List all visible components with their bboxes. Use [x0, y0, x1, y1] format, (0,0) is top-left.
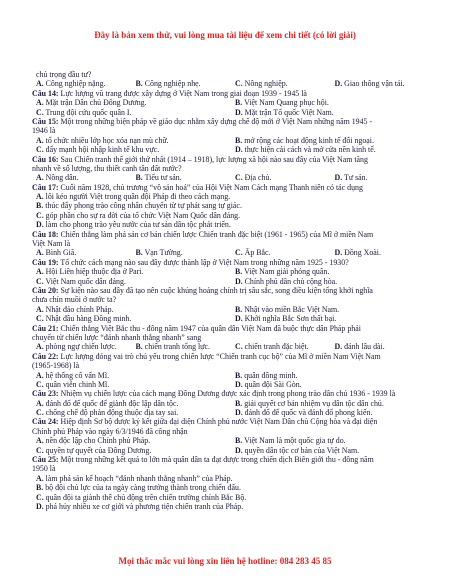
option-text: Chính phủ dân chủ cộng hòa.	[244, 276, 338, 286]
option-text: Giao thông vận tải.	[344, 79, 405, 89]
question-line	[32, 126, 434, 135]
option-text: làm phá sản kế hoạch “đánh nhanh thắng nhanh” của Pháp.	[45, 473, 233, 483]
answer-option	[36, 248, 136, 257]
answer-option	[36, 446, 235, 455]
answer-option	[36, 267, 235, 276]
answer-option	[235, 436, 434, 445]
question-line	[32, 286, 434, 295]
answer-option	[32, 502, 434, 511]
option-text: thúc đẩy phong trào công nhân chuyển từ tự phát sang tự giác.	[45, 201, 242, 211]
option-letter: A.	[36, 342, 44, 352]
option-letter: B.	[235, 135, 243, 145]
option-letter: A.	[36, 192, 44, 202]
answer-option	[32, 192, 434, 201]
question-text: Chiến thắng làm phá sản cơ bản chiến lược Chiến tranh đặc biệt (1961 - 1965) của Mĩ ở miền Nam	[60, 229, 374, 239]
option-letter: C.	[235, 342, 243, 352]
question-text: Một trong những biện pháp về giáo dục nhằm xây dựng chế độ mới ở Việt Nam những năm 1945 -	[60, 116, 373, 126]
option-letter: A.	[36, 248, 44, 258]
question-text: Chính phủ Pháp vào ngày 6/3/1946 đã công nhận	[32, 426, 188, 436]
option-letter: D.	[235, 107, 243, 117]
answer-option	[235, 136, 434, 145]
question-line	[32, 361, 434, 370]
option-letter: A.	[36, 135, 44, 145]
answer-option	[36, 342, 136, 351]
option-text: Tiểu tư sản.	[144, 173, 182, 183]
answer-option	[235, 108, 434, 117]
answer-option	[235, 98, 434, 107]
option-text: Việt Nam là một quốc gia tự do.	[244, 436, 346, 446]
option-letter: C.	[36, 492, 44, 502]
option-text: đánh đổ đế quốc để giành độc lập dân tộc.	[45, 398, 179, 408]
answer-option	[36, 399, 235, 408]
answer-option	[335, 248, 435, 257]
answer-options-row	[32, 399, 434, 408]
option-letter: C.	[36, 276, 44, 286]
option-letter: A.	[36, 267, 44, 277]
option-letter: B.	[135, 248, 143, 258]
question-text: nhanh về số lượng, thu thiết canh tân đất nước?	[32, 163, 182, 173]
question-continuation: chủ trọng đầu tư?	[36, 70, 92, 79]
question-text: Lực lượng đóng vai trò chủ yếu trong chiến lược “Chiến tranh cục bộ” của Mĩ ở miền Nam Việt Nam	[60, 351, 381, 361]
answer-options-row	[32, 436, 434, 445]
question-line	[32, 89, 434, 98]
question-number: Câu 17:	[32, 182, 59, 192]
question-text: Tổ chức cách mạng nào sau đây được thành lập ở Việt Nam trong những năm 1925 - 1930?	[60, 257, 349, 267]
answer-options-row	[32, 342, 434, 351]
option-text: Trung đội cứu quốc quân I.	[45, 107, 132, 117]
option-text: Nông dân.	[45, 173, 79, 183]
option-text: nền độc lập cho Chính phủ Pháp.	[45, 436, 151, 446]
question-line	[32, 417, 434, 426]
question-line	[32, 352, 434, 361]
question-line	[32, 295, 434, 304]
option-letter: C.	[36, 210, 44, 220]
question-line	[32, 258, 434, 267]
answer-option	[32, 483, 434, 492]
option-letter: C.	[36, 408, 44, 418]
answer-options-row	[32, 305, 434, 314]
option-text: thực hiện cải cách và mở cửa nền kinh tế.	[244, 145, 376, 155]
answer-option	[36, 380, 235, 389]
question-text: chưa chín muồi ở nước ta?	[32, 295, 117, 305]
hotline-footer: Mọi thắc mắc vui lòng xin liên hệ hotline: 084 283 45 85	[118, 556, 332, 566]
option-letter: B.	[235, 98, 243, 108]
option-letter: C.	[36, 379, 44, 389]
exam-document	[32, 70, 434, 511]
question-line	[32, 183, 434, 192]
answer-option	[235, 145, 434, 154]
option-text: Việt Nam giải phóng quân.	[244, 267, 330, 277]
option-letter: C.	[235, 79, 243, 89]
answer-options-row	[32, 248, 434, 257]
option-letter: D.	[235, 314, 243, 324]
option-text: quân đội Sài Gòn.	[244, 379, 302, 389]
question-text: (1965-1968) là	[32, 361, 80, 371]
answer-options-row	[32, 173, 434, 182]
answer-option	[235, 380, 434, 389]
option-letter: C.	[36, 445, 44, 455]
answer-option	[136, 248, 236, 257]
option-text: Hội Liên hiệp thuộc địa ở Pari.	[45, 267, 144, 277]
option-letter: A.	[36, 398, 44, 408]
option-letter: A.	[36, 370, 44, 380]
option-text: Tư sản.	[344, 173, 368, 183]
option-text: mở rộng các hoạt động kinh tế đối ngoại.	[244, 135, 374, 145]
answer-options-row	[32, 108, 434, 117]
answer-option	[136, 79, 236, 88]
question-number: Câu 24:	[32, 417, 59, 427]
answer-option	[36, 136, 235, 145]
option-text: Nhật vào miền Bắc Việt Nam.	[244, 304, 340, 314]
option-letter: C.	[36, 107, 44, 117]
preview-notice-banner: Đây là bản xem thử, vui lòng mua tài liệu để xem chi tiết (có lời giải)	[94, 30, 356, 40]
question-line	[32, 117, 434, 126]
option-text: Khởi nghĩa Bắc Sơn thất bại.	[244, 314, 337, 324]
question-number: Câu 20:	[32, 285, 59, 295]
option-text: chiến tranh đặc biệt.	[244, 342, 309, 352]
answer-option	[32, 220, 434, 229]
question-line	[32, 155, 434, 164]
option-text: đẩy mạnh hội nhập kinh tế khu vực.	[45, 145, 160, 155]
answer-option	[235, 248, 335, 257]
option-text: đánh lâu dài.	[344, 342, 385, 352]
answer-option	[36, 314, 235, 323]
question-number: Câu 21:	[32, 323, 59, 333]
option-letter: A.	[36, 173, 44, 183]
option-text: chống chế độ phản động thuộc địa tay sai.	[45, 408, 179, 418]
answer-options-row	[32, 371, 434, 380]
option-text: Vạn Tường.	[144, 248, 183, 258]
answer-option	[335, 342, 435, 351]
answer-option	[36, 145, 235, 154]
option-text: quân đội ta giành thế chủ động trên chiến trường chính Bắc Bộ.	[45, 492, 247, 502]
question-number: Câu 25:	[32, 455, 59, 465]
option-letter: B.	[36, 483, 44, 493]
option-text: quyền dân tộc cơ bản của Việt Nam.	[244, 445, 360, 455]
option-text: giải quyết cơ bản nhiệm vụ dân tộc dân chủ.	[244, 398, 384, 408]
question-text: Một trong những kết quả to lớn mà quân dân ta đạt được trong chiến dịch Biên giới thu - đông năm	[60, 455, 374, 465]
option-text: Mặt trận Dân chủ Đông Dương.	[45, 98, 147, 108]
answer-option	[235, 342, 335, 351]
answer-options-row	[32, 267, 434, 276]
option-letter: A.	[36, 98, 44, 108]
option-text: quân đồng minh.	[244, 370, 298, 380]
answer-option	[335, 79, 435, 88]
option-text: hệ thống cố vấn Mĩ.	[45, 370, 109, 380]
option-letter: B.	[135, 173, 143, 183]
option-text: phòng ngự chiến lược.	[45, 342, 117, 352]
answer-options-row	[32, 408, 434, 417]
answer-option	[235, 79, 335, 88]
question-line	[32, 455, 434, 464]
option-text: chiến tranh tổng lực.	[144, 342, 210, 352]
option-letter: A.	[36, 473, 44, 483]
option-text: tổ chức nhiều lớp học xóa nạn mù chữ.	[45, 135, 169, 145]
answer-option	[32, 211, 434, 220]
answer-option	[36, 305, 235, 314]
option-text: Nông nghiệp.	[244, 79, 288, 89]
question-text: Chiến thắng Việt Bắc thu - đông năm 1947 của quân dân Việt Nam đã buộc thực dân Pháp phải	[60, 323, 361, 333]
answer-options-row	[32, 277, 434, 286]
option-text: Công nghiệp nhẹ.	[144, 79, 201, 89]
question-text: Lực lượng vũ trang được xây dựng ở Việt Nam trong giai đoạn 1939 - 1945 là	[60, 88, 307, 98]
answer-option	[235, 314, 434, 323]
question-text: Sự kiện nào sau đây đã tạo nên cuộc khủng hoảng chính trị sâu sắc, song điều kiện tổng khởi nghĩa	[60, 285, 373, 295]
option-letter: B.	[235, 436, 243, 446]
option-letter: C.	[36, 145, 44, 155]
option-letter: B.	[235, 304, 243, 314]
option-text: Mặt trận Tổ quốc Việt Nam.	[244, 107, 334, 117]
option-text: phá hủy nhiều xe cơ giới và phương tiện chiến tranh của Pháp.	[45, 501, 244, 511]
option-letter: C.	[36, 314, 44, 324]
answer-option	[235, 371, 434, 380]
option-text: Nhật đảo chính Pháp.	[45, 304, 114, 314]
option-text: bộ đội chủ lực của ta ngày càng trưởng thành trong chiến đấu.	[45, 483, 241, 493]
question-number: Câu 18:	[32, 229, 59, 239]
answer-option	[136, 342, 236, 351]
question-text: 1950 là	[32, 464, 56, 474]
option-text: Nhật đầu hàng Đồng minh.	[45, 314, 132, 324]
option-letter: D.	[235, 445, 243, 455]
option-letter: D.	[235, 379, 243, 389]
answer-option	[36, 277, 235, 286]
question-number: Câu 23:	[32, 389, 59, 399]
option-letter: C.	[235, 248, 243, 258]
answer-option	[36, 108, 235, 117]
answer-option	[235, 399, 434, 408]
answer-option	[335, 173, 435, 182]
question-line	[32, 464, 434, 473]
option-letter: A.	[36, 436, 44, 446]
option-text: quyền tự quyết của Đông Dương.	[45, 445, 152, 455]
option-text: Đồng Xoài.	[344, 248, 381, 258]
answer-option	[235, 173, 335, 182]
option-letter: D.	[334, 79, 343, 89]
question-text: 1946 là	[32, 126, 56, 136]
answer-option	[36, 98, 235, 107]
option-text: đánh đổ đế quốc và đánh đổ phong kiến.	[244, 408, 373, 418]
answer-option	[235, 267, 434, 276]
answer-option	[36, 436, 235, 445]
option-letter: A.	[36, 79, 44, 89]
answer-option	[235, 408, 434, 417]
option-letter: D.	[36, 220, 44, 230]
option-letter: D.	[334, 342, 343, 352]
option-letter: D.	[235, 276, 243, 286]
question-line	[32, 427, 434, 436]
option-text: Việt Nam Quang phục hội.	[244, 98, 329, 108]
question-text: Cuối năm 1928, chủ trương “vô sản hoá” của Hội Việt Nam Cách mạng Thanh niên có tác dụng	[60, 182, 363, 192]
question-text: Nhiệm vụ chiến lược của cách mạng Đông Dương được xác định trong phong trào dân chủ 1936 - 1939 là	[60, 389, 396, 399]
option-letter: D.	[235, 145, 243, 155]
answer-option	[36, 408, 235, 417]
answer-options-row	[32, 380, 434, 389]
option-letter: B.	[36, 201, 44, 211]
question-text: Hiệp định Sơ bộ được ký kết giữa đại diện Chính phủ nước Việt Nam Dân chủ Cộng hòa và đại diện	[60, 417, 378, 427]
option-text: làm cho phong trào yêu nước của tư sản dân tộc phát triển.	[45, 220, 231, 230]
option-letter: B.	[235, 398, 243, 408]
question-text: Việt Nam là	[32, 239, 71, 249]
answer-option	[235, 446, 434, 455]
option-letter: B.	[135, 342, 143, 352]
option-letter: B.	[135, 79, 143, 89]
option-text: Ấp Bắc.	[244, 248, 271, 258]
question-number: Câu 22:	[32, 351, 59, 361]
question-number: Câu 19:	[32, 257, 59, 267]
option-letter: D.	[334, 173, 343, 183]
answer-option	[32, 493, 434, 502]
answer-option	[235, 277, 434, 286]
question-line	[32, 389, 434, 398]
option-letter: A.	[36, 304, 44, 314]
option-text: Địa chủ.	[244, 173, 272, 183]
option-text: Công nghiệp nặng.	[45, 79, 106, 89]
option-text: Bình Giã.	[45, 248, 77, 258]
answer-options-row	[32, 314, 434, 323]
answer-option	[235, 305, 434, 314]
option-text: Việt Nam quốc dân đảng.	[45, 276, 126, 286]
question-line	[32, 324, 434, 333]
option-letter: C.	[235, 173, 243, 183]
answer-options-row	[32, 145, 434, 154]
answer-option	[32, 474, 434, 483]
option-text: lôi kéo người Việt trong quân đội Pháp đi theo cách mạng.	[45, 192, 231, 202]
answer-options-row	[32, 79, 434, 88]
option-letter: D.	[36, 501, 44, 511]
question-number: Câu 14:	[32, 88, 59, 98]
answer-option	[32, 201, 434, 210]
question-number: Câu 15:	[32, 116, 59, 126]
question-line	[32, 239, 434, 248]
answer-option	[36, 371, 235, 380]
answer-option	[136, 173, 236, 182]
option-letter: D.	[235, 408, 243, 418]
option-letter: B.	[235, 370, 243, 380]
question-line	[32, 230, 434, 239]
option-letter: D.	[334, 248, 343, 258]
question-number: Câu 16:	[32, 154, 59, 164]
option-text: góp phần cho sự ra đời của tổ chức Việt Nam Quốc dân đảng.	[45, 210, 241, 220]
answer-option	[36, 173, 136, 182]
answer-option	[36, 79, 136, 88]
question-line	[32, 164, 434, 173]
answer-options-row	[32, 98, 434, 107]
question-text: chuyển từ chiến lược “đánh nhanh thắng nhanh” sang	[32, 332, 202, 342]
option-letter: B.	[235, 267, 243, 277]
question-line	[32, 333, 434, 342]
option-text: quân viễn chinh Mĩ.	[45, 379, 110, 389]
question-text: Sau Chiến tranh thế giới thứ nhất (1914 – 1918), lực lượng xã hội nào sau đây của Việt Nam tăng	[60, 154, 368, 164]
answer-options-row	[32, 446, 434, 455]
answer-options-row	[32, 136, 434, 145]
